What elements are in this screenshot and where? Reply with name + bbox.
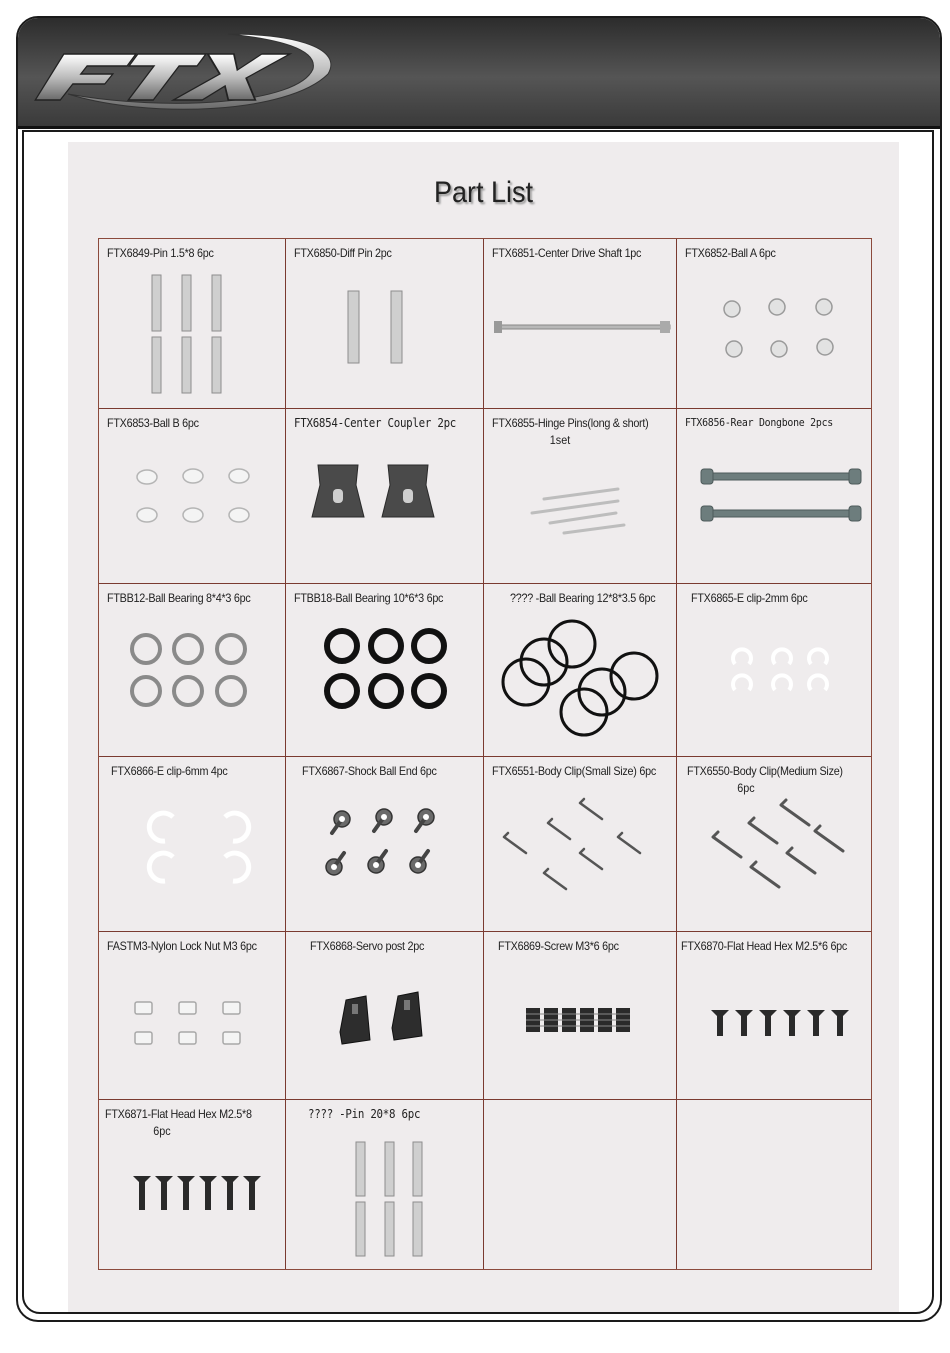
- content-area: [22, 130, 934, 1314]
- part-cell: [286, 932, 484, 1100]
- part-label: FTX6866-E clip-6mm 4pc: [111, 764, 228, 778]
- part-label: FTX6551-Body Clip(Small Size) 6pc: [492, 764, 656, 778]
- body-clip-medium-icon: [677, 757, 871, 932]
- lock-nut-icon: [99, 932, 286, 1100]
- part-label: FTX6849-Pin 1.5*8 6pc: [107, 246, 214, 260]
- part-cell: [286, 239, 484, 409]
- part-cell: [677, 757, 871, 932]
- part-label: FASTM3-Nylon Lock Nut M3 6pc: [107, 939, 257, 953]
- part-cell: [484, 584, 677, 757]
- pin-icon: [99, 239, 286, 409]
- drive-shaft-icon: [484, 239, 677, 409]
- pin-long-icon: [286, 1100, 484, 1269]
- part-cell: [677, 239, 871, 409]
- part-cell: [677, 932, 871, 1100]
- coupler-icon: [286, 409, 484, 584]
- part-label: FTX6865-E clip-2mm 6pc: [691, 591, 808, 605]
- part-label: ???? -Pin 20*8 6pc: [308, 1107, 421, 1121]
- servo-post-icon: [286, 932, 484, 1100]
- parts-table: [98, 238, 872, 1270]
- body-clip-small-icon: [484, 757, 677, 932]
- part-cell: [484, 409, 677, 584]
- part-cell: [484, 757, 677, 932]
- part-label: FTX6850-Diff Pin 2pc: [294, 246, 392, 260]
- diff-pin-icon: [286, 239, 484, 409]
- part-cell: [484, 932, 677, 1100]
- part-cell: [286, 584, 484, 757]
- part-label: FTX6853-Ball B 6pc: [107, 416, 199, 430]
- e-clip-2mm-icon: [677, 584, 871, 757]
- part-cell: [677, 409, 871, 584]
- grub-screw-icon: [484, 932, 677, 1100]
- part-label: FTX6870-Flat Head Hex M2.5*6 6pc: [681, 939, 848, 953]
- part-label: FTX6855-Hinge Pins(long & short): [492, 416, 649, 430]
- page-frame: [16, 16, 942, 1322]
- part-label-line2: 6pc: [737, 781, 755, 795]
- hinge-pin-icon: [484, 409, 677, 584]
- part-cell: [286, 1100, 484, 1269]
- part-label: FTBB12-Ball Bearing 8*4*3 6pc: [107, 591, 251, 605]
- part-label-line2: 6pc: [153, 1124, 171, 1138]
- shock-ball-end-icon: [286, 757, 484, 932]
- part-label: FTX6854-Center Coupler 2pc: [294, 416, 457, 430]
- part-cell: [99, 584, 286, 757]
- part-label: FTX6550-Body Clip(Medium Size): [687, 764, 843, 778]
- part-cell-empty: [484, 1100, 677, 1269]
- part-cell: [99, 757, 286, 932]
- header-banner: [18, 18, 940, 129]
- part-cell: [677, 584, 871, 757]
- part-label: FTX6867-Shock Ball End 6pc: [302, 764, 437, 778]
- flat-head-screw-icon: [677, 932, 871, 1100]
- part-cell: [484, 239, 677, 409]
- part-label-line2: 1set: [549, 433, 571, 447]
- part-label: FTX6851-Center Drive Shaft 1pc: [492, 246, 642, 260]
- part-cell: [99, 1100, 286, 1269]
- part-cell: [99, 932, 286, 1100]
- bearing-small-icon: [99, 584, 286, 757]
- part-cell: [99, 239, 286, 409]
- part-cell-empty: [677, 1100, 871, 1269]
- part-cell: [286, 757, 484, 932]
- part-label: FTX6869-Screw M3*6 6pc: [498, 939, 619, 953]
- bearing-medium-icon: [286, 584, 484, 757]
- part-cell: [286, 409, 484, 584]
- part-label: FTX6856-Rear Dongbone 2pcs: [685, 416, 833, 429]
- e-clip-6mm-icon: [99, 757, 286, 932]
- part-label: FTBB18-Ball Bearing 10*6*3 6pc: [294, 591, 444, 605]
- ball-a-icon: [677, 239, 871, 409]
- part-list-sheet: [68, 142, 899, 1312]
- dogbone-icon: [677, 409, 871, 584]
- bearing-large-icon: [484, 584, 677, 757]
- part-label: ???? -Ball Bearing 12*8*3.5 6pc: [510, 591, 656, 605]
- ball-b-icon: [99, 409, 286, 584]
- ftx-logo: [28, 24, 338, 114]
- part-label: FTX6868-Servo post 2pc: [310, 939, 425, 953]
- part-cell: [99, 409, 286, 584]
- flat-head-screw-long-icon: [99, 1100, 286, 1269]
- part-label: FTX6871-Flat Head Hex M2.5*8: [105, 1107, 252, 1121]
- part-label: FTX6852-Ball A 6pc: [685, 246, 776, 260]
- page-title: Part List: [433, 176, 534, 209]
